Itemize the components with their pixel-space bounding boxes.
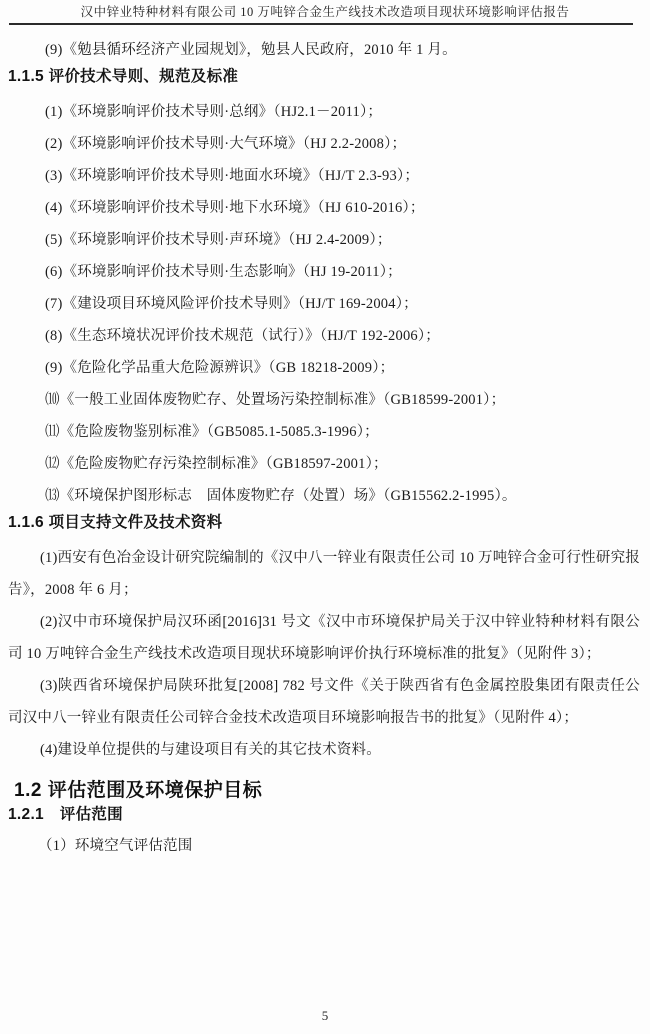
support-doc-paragraph-3: (3)陕西省环境保护局陕环批复[2008] 782 号文件《关于陕西省有色金属控股集团有限责任公司汉中八一锌业有限责任公司锌合金技术改造项目环境影响报告书的批复》（见附件 4）； — [8, 678, 640, 726]
standard-item-5: (5)《环境影响评价技术导则·声环境》（HJ 2.4-2009）； — [45, 232, 392, 248]
support-doc-paragraph-1: (1)西安有色冶金设计研究院编制的《汉中八一锌业有限责任公司 10 万吨锌合金可行性研究报告》，2008 年 6 月； — [8, 550, 640, 598]
standard-item-13: ⒀《环境保护图形标志 固体废物贮存（处置）场》（GB15562.2-1995）。 — [45, 488, 517, 504]
standard-item-11: ⑾《危险废物鉴别标准》（GB5085.1-5085.3-1996）； — [45, 424, 379, 440]
support-doc-paragraph-2: (2)汉中市环境保护局汉环函[2016]31 号文《汉中市环境保护局关于汉中锌业特种材料有限公司 10 万吨锌合金生产线技术改造项目现状环境影响评价执行环境标准的批复》（见附件 3）； — [8, 614, 640, 662]
standard-item-2: (2)《环境影响评价技术导则·大气环境》（HJ 2.2-2008）； — [45, 136, 407, 152]
support-doc-paragraph-4: (4)建设单位提供的与建设项目有关的其它技术资料。 — [40, 742, 381, 758]
section-heading-1-2-1: 1.2.1 评估范围 — [8, 806, 123, 823]
page-content — [0, 34, 650, 862]
page-header-title: 汉中锌业特种材料有限公司 10 万吨锌合金生产线技术改造项目现状环境影响评估报告 — [80, 5, 570, 19]
standard-item-4: (4)《环境影响评价技术导则·地下水环境》（HJ 610-2016）； — [45, 200, 425, 216]
page-number: 5 — [321, 1008, 329, 1023]
section-heading-1-2: 1.2 评估范围及环境保护目标 — [14, 780, 263, 801]
standard-item-10: ⑽《一般工业固体废物贮存、处置场污染控制标准》（GB18599-2001）； — [45, 392, 506, 408]
standard-item-1: (1)《环境影响评价技术导则·总纲》（HJ2.1－2011）； — [45, 104, 383, 120]
section-heading-1-1-6: 1.1.6 项目支持文件及技术资料 — [8, 514, 223, 531]
standard-item-6: (6)《环境影响评价技术导则·生态影响》（HJ 19-2011）； — [45, 264, 402, 280]
support-documents — [8, 542, 640, 766]
standards-list — [8, 96, 640, 512]
standard-item-9: (9)《危险化学品重大危险源辨识》（GB 18218-2009）； — [45, 360, 395, 376]
reference-item-9: (9)《勉县循环经济产业园规划》，勉县人民政府，2010 年 1 月。 — [45, 42, 457, 58]
section-heading-1-1-5: 1.1.5 评价技术导则、规范及标准 — [8, 68, 239, 85]
standard-item-3: (3)《环境影响评价技术导则·地面水环境》（HJ/T 2.3-93）； — [45, 168, 420, 184]
standard-item-7: (7)《建设项目环境风险评价技术导则》（HJ/T 169-2004）； — [45, 296, 418, 312]
standard-item-12: ⑿《危险废物贮存污染控制标准》（GB18597-2001）； — [45, 456, 388, 472]
header-divider — [9, 23, 633, 25]
scope-item-1: （1）环境空气评估范围 — [38, 838, 193, 854]
standard-item-8: (8)《生态环境状况评价技术规范（试行）》（HJ/T 192-2006）； — [45, 328, 440, 344]
